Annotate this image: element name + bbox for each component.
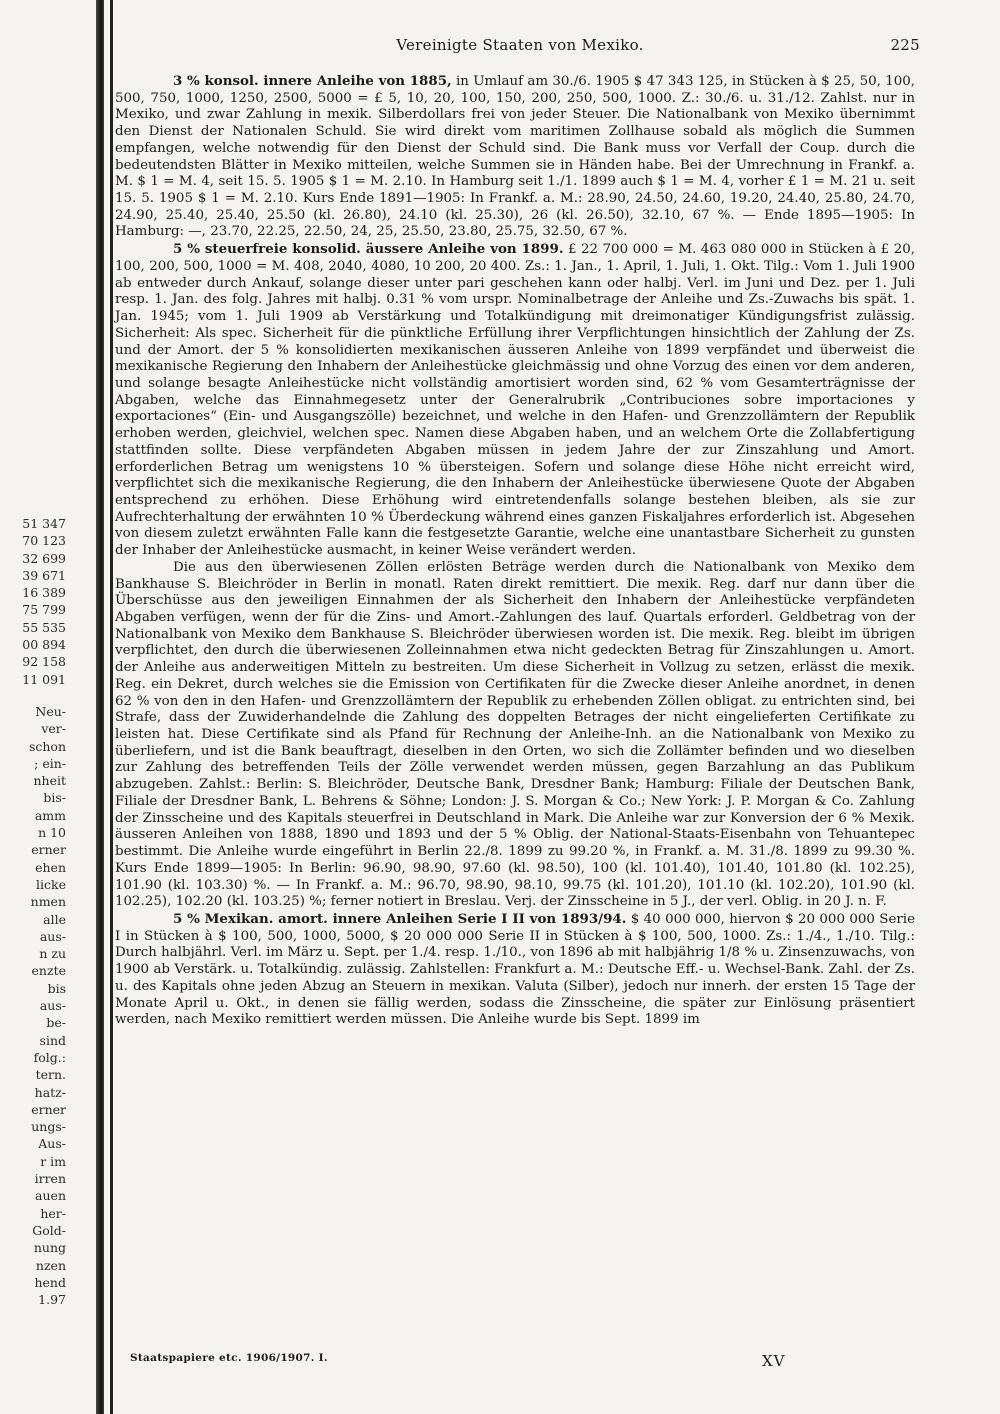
signature-mark: XV	[762, 1352, 786, 1370]
margin-word: hatz-	[34, 1084, 66, 1100]
margin-word: erner	[31, 842, 66, 858]
margin-number: 39 671	[22, 567, 66, 583]
margin-word: ehen	[35, 859, 66, 875]
section-text: $ 40 000 000, hiervon $ 20 000 000 Serie I in Stücken à $ 100, 500, 1000, 5000, $ 20 000 000 Serie II in Stücken à $ 100, 500, 1000. Zs.: 1./4., 1./10. Tilg.: Durch halbjährl. Verl. im März u. Sept. per 1./4. resp. 1./10., von 1896 ab mit halbjährig 1/8 % u. Zinsenzuwachs, von 1900 ab Verstärk. u. Totalkündig. zulässig. Zahlstellen: Frankfurt a. M.: Deutsche Eff.- u. Wechsel-Bank. Zahl. der Zs. u. des Kapitals ohne jeden Abzug an Steuern in mexikan. Valuta (Silber), jedoch nur innerh. der ersten 15 Tage der Monate April u. Okt., in denen sie fällig werden, sodass die Zinsscheine, die später zur Einlösung präsentiert werden, nach Mexiko remittiert werden müssen. Die Anleihe wurde bis Sept. 1899 im	[115, 911, 915, 1028]
margin-word: auen	[35, 1188, 66, 1204]
margin-word: aus-	[39, 928, 66, 944]
section-title: 3 % konsol. innere Anleihe von 1885,	[173, 73, 452, 89]
margin-word: sind	[39, 1032, 66, 1048]
margin-word: tern.	[35, 1067, 66, 1083]
previous-page-number-column	[6, 515, 66, 688]
margin-word: licke	[36, 876, 66, 892]
margin-word: Aus-	[38, 1136, 66, 1152]
section-paragraph	[115, 241, 915, 560]
margin-word: hend	[34, 1274, 66, 1290]
margin-word: ungs-	[31, 1119, 66, 1135]
page-number: 225	[890, 36, 920, 54]
section-text: £ 22 700 000 = M. 463 080 000 in Stücken à £ 20, 100, 200, 500, 1000 = M. 408, 2040, 4080, 10 200, 20 400. Zs.: 1. Jan., 1. April, 1. Juli, 1. Okt. Tilg.: Vom 1. Juli 1900 ab entweder durch Ankauf, solange dieser unter pari geschehen kann oder halbj. Verl. im Juni und Dez. per 1. Juli resp. 1. Jan. des folg. Jahres mit halbj. 0.31 % vom urspr. Nominalbetrage der Anleihe und Zs.-Zuwachs bis spät. 1. Jan. 1945; vom 1. Juli 1909 ab Verstärkung und Totalkündigung mit dreimonatiger Kündigungsfrist zulässig. Sicherheit: Als spec. Sicherheit für die pünktliche Erfüllung ihrer Verpflichtungen hinsichtlich der Zahlung der Zs. und der Amort. der 5 % konsolidierten mexikanischen äusseren Anleihe von 1899 verpfändet und überweist die mexikanische Regierung den Inhabern der Anleihestücke gleichmässig und ohne Vorzug des einen vor dem anderen, und solange besagte Anleihestücke nicht vollständig amortisiert worden sind, 62 % vom Gesamterträgnisse der Abgaben, welche das Einnahmegesetz unter der Generalrubrik „Contribuciones sobre importaciones y exportaciones“ (Ein- und Ausgangszölle) bezeichnet, und welche in den Hafen- und Grenzzollämtern der Republik erhoben werden, gleichviel, welchen spec. Namen diese Abgaben haben, und an welchem Orte die Zollabfertigung stattfinden sollte. Diese verpfändeten Abgaben müssen in jedem Jahre der zur Zinszahlung und Amort. erforderlichen Betrag um wenigstens 10 % übersteigen. Sofern und solange diese Höhe nicht erreicht wird, verpflichtet sich die mexikanische Regierung, die den Inhabern der Anleihestücke überwiesene Quote der Abgaben entsprechend zu erhöhen. Diese Erhöhung wird eintretendenfalls solange bestehen bleiben, als sie zur Aufrechterhaltung der erwähnten 10 % Überdeckung während eines ganzen Fiskaljahres erforderlich ist. Abgesehen von diesem zuletzt erwähnten Falle kann die festgesetzte Garantie, welche eine unantastbare Sicherheit zu gunsten der Inhaber der Anleihestücke ausmacht, in keiner Weise verändert werden.	[115, 242, 915, 559]
margin-word: schon	[28, 738, 66, 754]
margin-word: erner	[31, 1101, 66, 1117]
page-header	[120, 36, 920, 58]
margin-word: nzen	[35, 1257, 66, 1273]
margin-word: ; ein-	[34, 755, 66, 771]
margin-word: nung	[33, 1240, 66, 1256]
section-title: 5 % steuerfreie konsolid. äussere Anleihe von 1899.	[173, 241, 564, 258]
margin-word: r im	[40, 1153, 66, 1169]
section-text: in Umlauf am 30./6. 1905 $ 47 343 125, in Stücken à $ 25, 50, 100, 500, 750, 1000, 1250, 2500, 5000 = £ 5, 10, 20, 100, 150, 200, 250, 500, 1000. Z.: 30./6. u. 31./12. Zahlst. nur in Mexiko, und zwar Zahlung in mexik. Silberdollars frei von jeder Steuer. Die Nationalbank von Mexiko übernimmt den Dienst der Nationalen Schuld. Sie wird direkt vom maritimen Zollhause sobald als möglich die Summen empfangen, welche notwendig für den Dienst der Schuld sind. Die Bank muss vor Verfall der Coup. durch die bedeutendsten Blätter in Mexiko mitteilen, welche Summen sie in Händen habe. Bei der Umrechnung in Frankf. a. M. $ 1 = M. 4, seit 15. 5. 1905 $ 1 = M. 2.10. In Hamburg seit 1./1. 1899 auch $ 1 = M. 4, vorher £ 1 = M. 21 u. seit 15. 5. 1905 $ 1 = M. 2.10. Kurs Ende 1891—1905: In Frankf. a. M.: 28.90, 24.50, 24.60, 19.20, 24.40, 25.80, 24.70, 24.90, 25.40, 25.40, 25.50 (kl. 26.80), 24.10 (kl. 25.30), 26 (kl. 26.50), 32.10, 67 %. — Ende 1895—1905: In Hamburg: —, 23.70, 22.25, 22.50, 24, 25, 25.50, 23.80, 25.75, 32.50, 67 %.	[115, 74, 916, 240]
margin-word: be-	[46, 1015, 66, 1031]
margin-word: n zu	[39, 946, 66, 962]
margin-word: Gold-	[32, 1222, 66, 1238]
margin-word: alle	[43, 911, 66, 927]
margin-word: her-	[40, 1205, 66, 1221]
margin-word: n 10	[38, 825, 66, 841]
margin-word: bis-	[43, 790, 66, 806]
previous-page-word-column	[6, 703, 66, 1308]
margin-word: bis	[47, 980, 66, 996]
page-footer: Staatspapiere etc. 1906/1907. I.	[130, 1352, 328, 1364]
margin-number: 11 091	[22, 671, 66, 687]
margin-word: enzte	[31, 963, 66, 979]
section-text: Die aus den überwiesenen Zöllen erlösten Beträge werden durch die Nationalbank von Mexiko dem Bankhause S. Bleichröder in Berlin in monatl. Raten direkt remittiert. Die mexik. Reg. darf nur dann über die Überschüsse aus den jeweiligen Einnahmen der als Sicherheit den Inhabern der Anleihestücke verpfändeten Abgaben verfügen, wenn der für die Zins- und Amort.-Zahlungen des lauf. Quartals erforderl. Geldbetrag von der Nationalbank von Mexiko dem Bankhause S. Bleichröder überwiesen worden ist. Die mexik. Reg. bleibt im übrigen verpflichtet, den durch die überwiesenen Zolleinnahmen etwa nicht gedeckten Betrag für Zinszahlungen u. Amort. der Anleihe aus anderweitigen Mitteln zu bestreiten. Um diese Sicherheit in Vollzug zu setzen, erlässt die mexik. Reg. ein Dekret, durch welches sie die Emission von Certifikaten für die Zwecke dieser Anleihe anordnet, in denen 62 % von den in den Hafen- und Grenzzollämtern der Republik zu erhebenden Zöllen obligat. zu entrichten sind, bei Strafe, dass der Zuwiderhandelnde die Zahlung des doppelten Betrages der nicht eingelieferten Certifikate zu leisten hat. Diese Certifikate sind als Pfand für Rechnung der Anleihe-Inh. an die Nationalbank von Mexiko zu überliefern, und ist die Bank beauftragt, dieselben in den Orten, wo sich die Zollämter befinden und wo dieselben zur Zahlung des betreffenden Teils der Zölle verwendet werden müssen, gegen Barzahlung an das Publikum abzugeben. Zahlst.: Berlin: S. Bleichröder, Deutsche Bank, Dresdner Bank; Hamburg: Filiale der Deutschen Bank, Filiale der Dresdner Bank, L. Behrens & Söhne; London: J. S. Morgan & Co.; New York: J. P. Morgan & Co. Zahlung der Zinsscheine und des Kapitals steuerfrei in Deutschland in Mark. Die Anleihe war zur Konversion der 6 % Mexik. äusseren Anleihen von 1888, 1890 und 1893 und der 5 % Oblig. der National-Staats-Eisenbahn von Tehuantepec bestimmt. Die Anleihe wurde eingeführt in Berlin 22./8. 1899 zu 99.20 %, in Frankf. a. M. 31./8. 1899 zu 99.30 %. Kurs Ende 1899—1905: In Berlin: 96.90, 98.90, 97.60 (kl. 98.50), 100 (kl. 101.40), 101.40, 101.80 (kl. 102.25), 101.90 (kl. 103.30) %. — In Frankf. a. M.: 96.70, 98.90, 98.10, 99.75 (kl. 101.20), 101.10 (kl. 102.20), 101.90 (kl. 102.25), 102.20 (kl. 103.25) %; ferner notiert in Breslau. Verj. der Zinsscheine in 5 J., der verl. Oblig. in 20 J. n. F.	[115, 559, 915, 910]
margin-word: amm	[34, 807, 66, 823]
margin-number: 00 894	[22, 637, 66, 653]
section-paragraph	[115, 73, 915, 241]
page-body	[115, 73, 915, 1029]
margin-word: nmen	[30, 894, 66, 910]
margin-word: folg.:	[33, 1049, 66, 1065]
margin-word: ver-	[41, 721, 66, 737]
section-paragraph	[115, 911, 915, 1029]
section-title: 5 % Mexikan. amort. innere Anleihen Serie I II von 1893/94.	[173, 910, 627, 927]
margin-word: irren	[34, 1171, 66, 1187]
margin-number: 16 389	[22, 585, 66, 601]
margin-word: nheit	[33, 773, 66, 789]
margin-number: 92 158	[22, 654, 66, 670]
section-paragraph	[115, 560, 915, 911]
margin-number: 51 347	[22, 516, 66, 531]
running-title: Vereinigte Staaten von Mexiko.	[396, 36, 644, 54]
margin-number: 75 799	[22, 602, 66, 618]
margin-number: 55 535	[22, 619, 66, 635]
margin-word: 1.97	[38, 1292, 66, 1308]
margin-word: aus-	[39, 998, 66, 1014]
binding-gutter	[96, 0, 104, 1414]
gutter-rule	[110, 0, 113, 1414]
margin-number: 70 123	[22, 533, 66, 549]
margin-word: Neu-	[35, 704, 66, 719]
margin-number: 32 699	[22, 550, 66, 566]
